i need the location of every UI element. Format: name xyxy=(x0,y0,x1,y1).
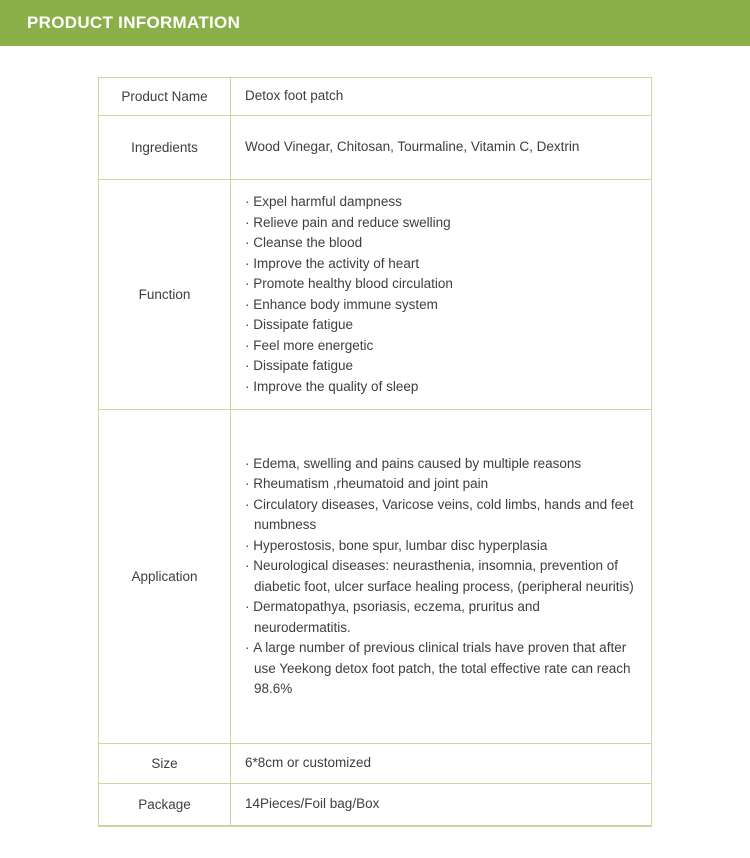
row-label: Ingredients xyxy=(99,116,231,179)
product-info-table xyxy=(98,77,652,827)
bullet-item: · Neurological diseases: neurasthenia, insomnia, prevention of diabetic foot, ulcer surface healing process, (peripheral neuritis) xyxy=(245,556,639,597)
product-name-value: Detox foot patch xyxy=(245,88,344,104)
row-value xyxy=(231,78,651,115)
ingredients-value: Wood Vinegar, Chitosan, Tourmaline, Vitamin C, Dextrin xyxy=(245,139,580,155)
table-row-function xyxy=(99,180,651,410)
page-title: PRODUCT INFORMATION xyxy=(27,13,241,32)
bullet-item: · Promote healthy blood circulation xyxy=(245,274,639,295)
bullet-item: · Feel more energetic xyxy=(245,336,639,357)
bullet-item: · Circulatory diseases, Varicose veins, cold limbs, hands and feet numbness xyxy=(245,495,639,536)
bullet-item: · Dermatopathya, psoriasis, eczema, pruritus and neurodermatitis. xyxy=(245,597,639,638)
bullet-item: · Expel harmful dampness xyxy=(245,192,639,213)
row-label: Product Name xyxy=(99,78,231,115)
row-label: Package xyxy=(99,784,231,825)
size-value: 6*8cm or customized xyxy=(245,755,372,771)
table-row-application xyxy=(99,410,651,744)
bullet-item: · Improve the activity of heart xyxy=(245,254,639,275)
table-row-ingredients xyxy=(99,116,651,180)
bullet-item: · Enhance body immune system xyxy=(245,295,639,316)
row-value-application-list xyxy=(231,410,651,743)
table-row-package xyxy=(99,784,651,825)
bullet-item: · Hyperostosis, bone spur, lumbar disc hyperplasia xyxy=(245,536,639,557)
row-label: Size xyxy=(99,744,231,783)
bullet-item: · Edema, swelling and pains caused by multiple reasons xyxy=(245,454,639,475)
row-value xyxy=(231,784,651,825)
bullet-item: · Dissipate fatigue xyxy=(245,356,639,377)
table-row-product-name xyxy=(99,78,651,116)
row-label: Application xyxy=(99,410,231,743)
table-row-size xyxy=(99,744,651,784)
row-value xyxy=(231,116,651,179)
row-value-function-list xyxy=(231,180,651,409)
package-value: 14Pieces/Foil bag/Box xyxy=(245,796,380,812)
bullet-item: · Dissipate fatigue xyxy=(245,315,639,336)
bullet-item: · Rheumatism ,rheumatoid and joint pain xyxy=(245,474,639,495)
section-header-bar xyxy=(0,0,750,46)
bullet-item: · Cleanse the blood xyxy=(245,233,639,254)
bullet-item: · Relieve pain and reduce swelling xyxy=(245,213,639,234)
row-value xyxy=(231,744,651,783)
bullet-item: · Improve the quality of sleep xyxy=(245,377,639,398)
row-label: Function xyxy=(99,180,231,409)
bullet-item: · A large number of previous clinical trials have proven that after use Yeekong detox foot patch, the total effective rate can reach 98.6% xyxy=(245,638,639,700)
